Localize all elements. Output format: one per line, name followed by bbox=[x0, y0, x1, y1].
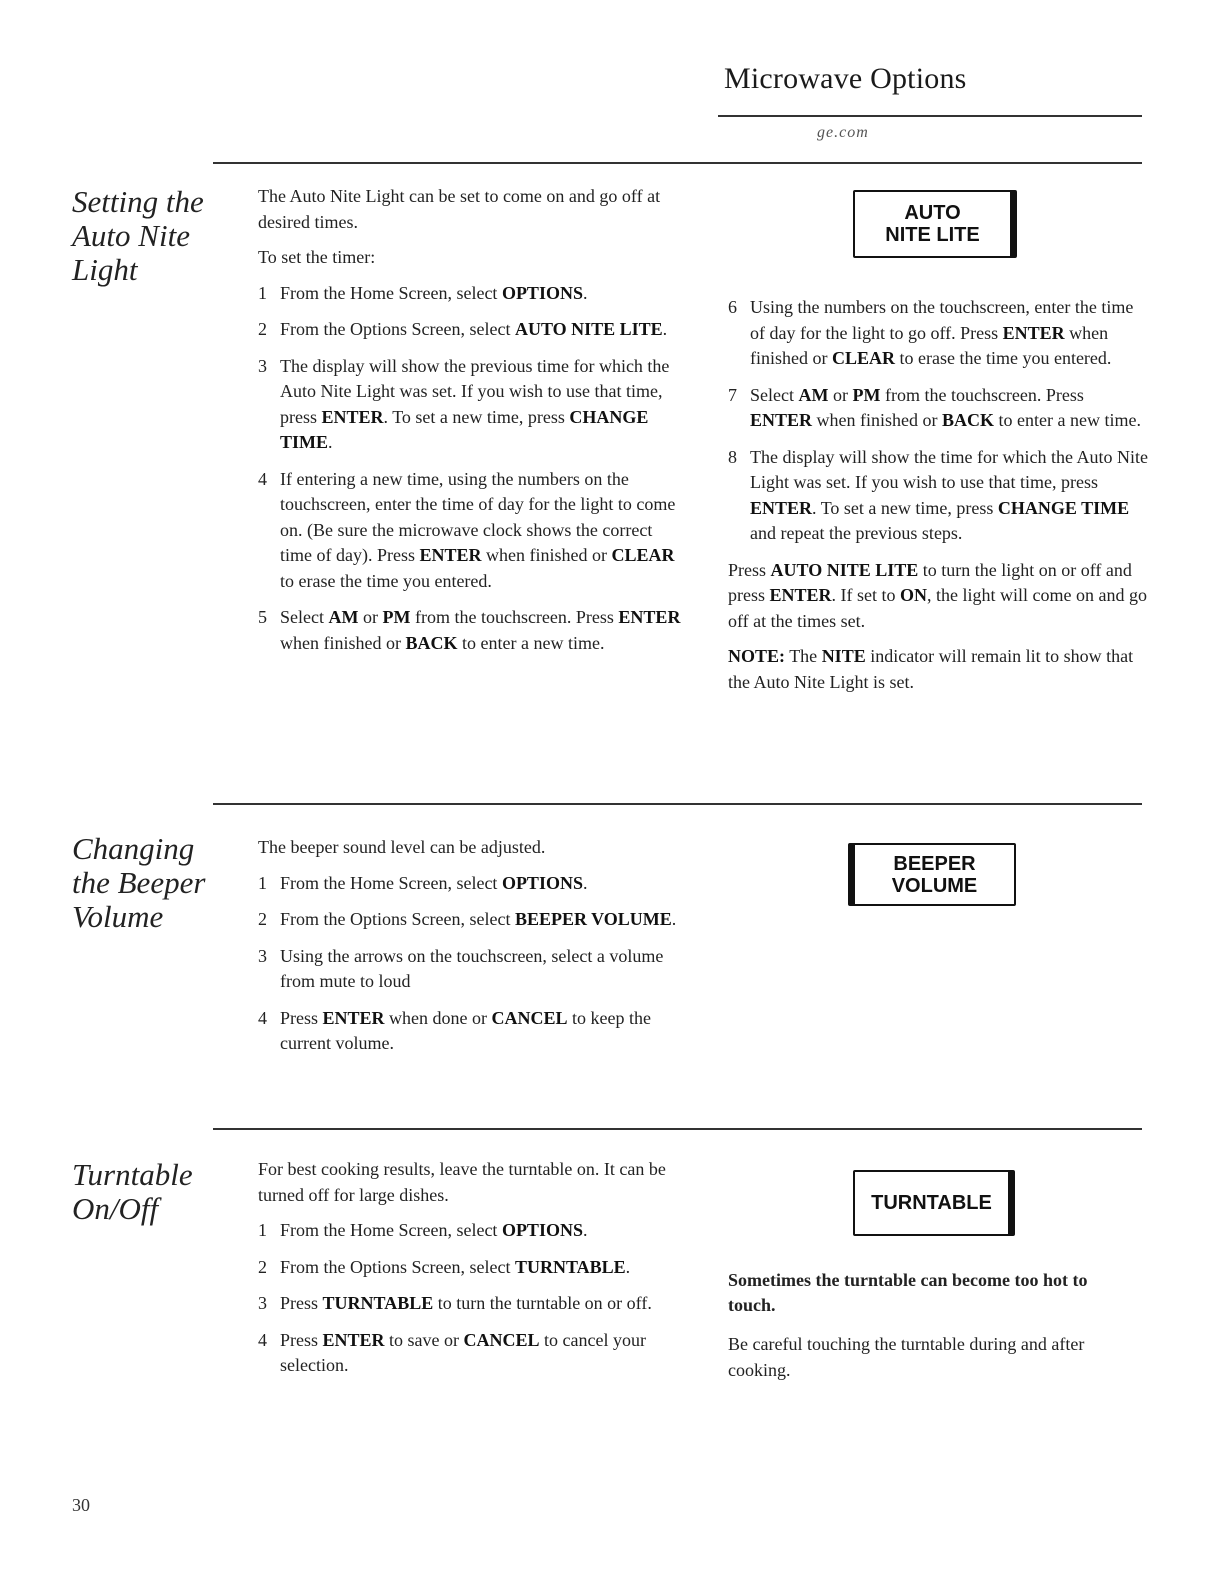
bold-keyword: CHANGE TIME bbox=[280, 406, 649, 452]
text-run: Press bbox=[280, 1007, 323, 1028]
step-text bbox=[280, 944, 683, 995]
text-run: when finished or bbox=[750, 322, 1109, 368]
bold-keyword: OPTIONS bbox=[501, 872, 583, 893]
section-title-nite bbox=[72, 185, 222, 287]
step-item bbox=[258, 871, 683, 897]
step-text bbox=[280, 1255, 688, 1281]
bold-keyword: ENTER bbox=[750, 410, 813, 430]
bold-keyword: AUTO NITE LITE bbox=[770, 559, 919, 580]
step-number: 4 bbox=[258, 1007, 267, 1028]
step-item bbox=[258, 467, 683, 595]
step-text bbox=[750, 383, 1148, 434]
text-run: If entering a new time, using the numbers on the touchscreen, enter the time of day for the light to come on. (Be sure the microwave clock shows the correct time of day). Press bbox=[280, 468, 676, 565]
text-run: to erase the time you entered. bbox=[280, 570, 492, 591]
bold-keyword: BEEPER VOLUME bbox=[514, 909, 672, 929]
turntable-column bbox=[258, 1157, 688, 1390]
text-run: to enter a new time. bbox=[994, 410, 1141, 430]
button-graphic-label: AUTO bbox=[904, 202, 961, 224]
section-divider bbox=[213, 162, 1142, 164]
nite-steps-right bbox=[728, 295, 1148, 547]
step-number: 2 bbox=[258, 909, 267, 929]
text-run: when finished or bbox=[481, 545, 612, 565]
header-rule bbox=[718, 115, 1142, 117]
step-text bbox=[750, 445, 1148, 547]
section-title-line: Auto Nite bbox=[72, 218, 190, 253]
bold-keyword: CANCEL bbox=[463, 1329, 540, 1350]
step-text bbox=[750, 295, 1148, 372]
text-run: . If set to bbox=[831, 585, 900, 605]
step-number: 4 bbox=[258, 468, 267, 489]
text-run: From the Home Screen, select bbox=[280, 1220, 502, 1240]
section-title-line: Light bbox=[72, 252, 138, 287]
text-run: to save or bbox=[384, 1329, 464, 1350]
bold-keyword: TURNTABLE bbox=[322, 1293, 434, 1313]
bold-keyword: ENTER bbox=[750, 497, 813, 518]
step-number: 3 bbox=[258, 945, 267, 966]
step-item bbox=[728, 383, 1148, 434]
step-number: 1 bbox=[258, 1220, 267, 1240]
nite-lead: To set the timer: bbox=[258, 247, 376, 267]
section-divider bbox=[213, 803, 1142, 805]
text-run: . To set a new time, press bbox=[383, 406, 570, 427]
section-title-line: Setting the bbox=[72, 184, 204, 219]
bold-keyword: ENTER bbox=[322, 1007, 385, 1028]
step-number: 5 bbox=[258, 607, 267, 627]
text-run: From the Options Screen, select bbox=[280, 319, 515, 339]
text-run: when finished or bbox=[812, 410, 942, 430]
text-run: . To set a new time, press bbox=[812, 497, 998, 518]
text-run: Press bbox=[728, 559, 771, 580]
text-run: to turn the light on or off and press bbox=[728, 559, 1132, 605]
step-number: 2 bbox=[258, 1256, 267, 1277]
bold-keyword: NITE bbox=[821, 646, 866, 666]
step-number: 8 bbox=[728, 446, 737, 467]
step-text bbox=[280, 1006, 683, 1057]
nite-right-column bbox=[728, 295, 1148, 705]
header-url: ge.com bbox=[817, 124, 869, 141]
text-run: indicator will remain lit to show that the Auto Nite Light is set. bbox=[728, 646, 1134, 692]
step-number: 7 bbox=[728, 384, 737, 405]
step-number: 1 bbox=[258, 282, 267, 303]
bold-keyword: ENTER bbox=[1002, 322, 1065, 343]
bold-keyword: CANCEL bbox=[491, 1007, 568, 1028]
step-number: 3 bbox=[258, 355, 267, 376]
bold-keyword: ENTER bbox=[769, 585, 832, 605]
step-text bbox=[280, 317, 683, 343]
bold-keyword: OPTIONS bbox=[501, 282, 583, 303]
step-number: 6 bbox=[728, 297, 737, 317]
step-number: 4 bbox=[258, 1329, 267, 1350]
bold-keyword: ENTER bbox=[321, 406, 384, 427]
text-run: From the Home Screen, select bbox=[280, 282, 502, 303]
bold-keyword: CLEAR bbox=[831, 348, 895, 368]
bold-keyword: PM bbox=[852, 384, 881, 405]
bold-keyword: CLEAR bbox=[611, 545, 675, 565]
step-text bbox=[280, 1328, 688, 1379]
bold-keyword: PM bbox=[382, 607, 411, 627]
step-text bbox=[280, 1218, 688, 1244]
text-run: . bbox=[671, 909, 677, 929]
text-run: . bbox=[625, 1256, 631, 1277]
step-text bbox=[280, 281, 683, 307]
text-run: Press bbox=[280, 1293, 323, 1313]
step-text bbox=[280, 1291, 688, 1317]
section-title-beeper bbox=[72, 832, 222, 934]
nite-intro: The Auto Nite Light can be set to come on and go off at desired times. bbox=[258, 186, 661, 232]
step-text bbox=[280, 605, 683, 656]
section-title-line: Turntable bbox=[72, 1157, 193, 1192]
turntable-button-graphic bbox=[853, 1170, 1015, 1236]
bold-keyword: CHANGE TIME bbox=[997, 497, 1130, 518]
bold-keyword: TURNTABLE bbox=[514, 1256, 626, 1277]
nite-steps bbox=[258, 281, 683, 657]
step-item bbox=[258, 1328, 688, 1379]
text-run: and repeat the previous steps. bbox=[750, 523, 963, 543]
turntable-warning-text: Be careful touching the turntable during and after cooking. bbox=[728, 1334, 1085, 1380]
text-run: when finished or bbox=[280, 632, 406, 653]
text-run: from the touchscreen. Press bbox=[880, 384, 1084, 405]
button-graphic-label: BEEPER bbox=[893, 852, 976, 875]
bold-keyword: AUTO NITE LITE bbox=[514, 319, 663, 339]
text-run: The display will show the time for which the Auto Nite Light was set. If you wish to use that time, press bbox=[750, 446, 1148, 492]
text-run: or bbox=[828, 384, 853, 405]
step-number: 1 bbox=[258, 872, 267, 893]
step-text bbox=[280, 354, 683, 456]
text-run: Select bbox=[280, 607, 329, 627]
beeper-column bbox=[258, 835, 683, 1068]
text-run: Using the numbers on the touchscreen, enter the time of day for the light to go off. Press bbox=[750, 297, 1134, 343]
step-item bbox=[258, 1006, 683, 1057]
text-run: , the light will come on and go off at the times set. bbox=[728, 585, 1147, 631]
text-run: The bbox=[785, 646, 822, 666]
nite-left-column bbox=[258, 184, 683, 667]
turntable-intro: For best cooking results, leave the turntable on. It can be turned off for large dishes. bbox=[258, 1159, 666, 1205]
step-item bbox=[728, 445, 1148, 547]
bold-keyword: OPTIONS bbox=[501, 1220, 583, 1240]
step-number: 2 bbox=[258, 319, 267, 339]
text-run: to erase the time you entered. bbox=[895, 348, 1112, 368]
text-run: when done or bbox=[384, 1007, 492, 1028]
bold-keyword: BACK bbox=[405, 632, 458, 653]
bold-keyword: ENTER bbox=[322, 1329, 385, 1350]
bold-keyword: ON bbox=[900, 585, 927, 605]
section-divider bbox=[213, 1128, 1142, 1130]
text-run: or bbox=[358, 607, 383, 627]
beeper-intro: The beeper sound level can be adjusted. bbox=[258, 837, 546, 857]
text-run: . bbox=[582, 282, 588, 303]
section-title-turntable bbox=[72, 1158, 222, 1226]
step-item bbox=[258, 944, 683, 995]
text-run: The display will show the previous time for which the Auto Nite Light was set. If you wish to use that time, press bbox=[280, 355, 670, 427]
text-run: . bbox=[662, 319, 668, 339]
step-item bbox=[258, 1291, 688, 1317]
step-item bbox=[258, 605, 683, 656]
section-title-line: Volume bbox=[72, 899, 164, 934]
button-graphic-label: TURNTABLE bbox=[871, 1192, 992, 1214]
step-item bbox=[258, 317, 683, 343]
bold-keyword: ENTER bbox=[618, 607, 681, 627]
button-graphic-label: VOLUME bbox=[891, 874, 978, 897]
step-item bbox=[258, 281, 683, 307]
bold-keyword: AM bbox=[328, 607, 359, 627]
step-number: 3 bbox=[258, 1293, 267, 1313]
text-run: to enter a new time. bbox=[457, 632, 605, 653]
text-run: to turn the turntable on or off. bbox=[433, 1293, 652, 1313]
step-item bbox=[258, 354, 683, 456]
section-title-line: On/Off bbox=[72, 1191, 159, 1226]
turntable-warning bbox=[728, 1268, 1138, 1393]
button-graphic-label: NITE LITE bbox=[885, 224, 980, 246]
beeper-steps bbox=[258, 871, 683, 1057]
page-header-title: Microwave Options bbox=[724, 62, 967, 95]
text-run: . bbox=[582, 1220, 588, 1240]
beeper-volume-button-graphic bbox=[848, 843, 1016, 906]
turntable-warning-title: Sometimes the turntable can become too hot to touch. bbox=[728, 1270, 1088, 1315]
auto-nite-lite-button-graphic bbox=[853, 190, 1017, 258]
step-text bbox=[280, 467, 683, 595]
nite-closing-paragraph bbox=[728, 558, 1148, 635]
text-run: . bbox=[582, 872, 588, 893]
section-title-line: the Beeper bbox=[72, 865, 206, 900]
text-run: Select bbox=[750, 384, 799, 405]
text-run: to keep the current volume. bbox=[280, 1007, 652, 1053]
bold-keyword: ENTER bbox=[419, 545, 482, 565]
text-run: Press bbox=[280, 1329, 323, 1350]
bold-keyword: AM bbox=[798, 384, 829, 405]
step-item bbox=[258, 907, 683, 933]
step-item bbox=[728, 295, 1148, 372]
turntable-steps bbox=[258, 1218, 688, 1379]
step-text bbox=[280, 907, 683, 933]
step-item bbox=[258, 1218, 688, 1244]
text-run: From the Home Screen, select bbox=[280, 872, 502, 893]
section-title-line: Changing bbox=[72, 831, 195, 866]
bold-keyword: BACK bbox=[942, 410, 995, 430]
text-run: to cancel your selection. bbox=[280, 1329, 646, 1375]
page-number: 30 bbox=[72, 1495, 90, 1515]
bold-keyword: NOTE: bbox=[728, 646, 786, 666]
text-run: Using the arrows on the touchscreen, select a volume from mute to loud bbox=[280, 945, 664, 991]
nite-note bbox=[728, 644, 1148, 695]
text-run: . bbox=[328, 432, 333, 452]
text-run: From the Options Screen, select bbox=[280, 909, 515, 929]
step-text bbox=[280, 871, 683, 897]
text-run: From the Options Screen, select bbox=[280, 1256, 515, 1277]
step-item bbox=[258, 1255, 688, 1281]
text-run: from the touchscreen. Press bbox=[410, 607, 619, 627]
